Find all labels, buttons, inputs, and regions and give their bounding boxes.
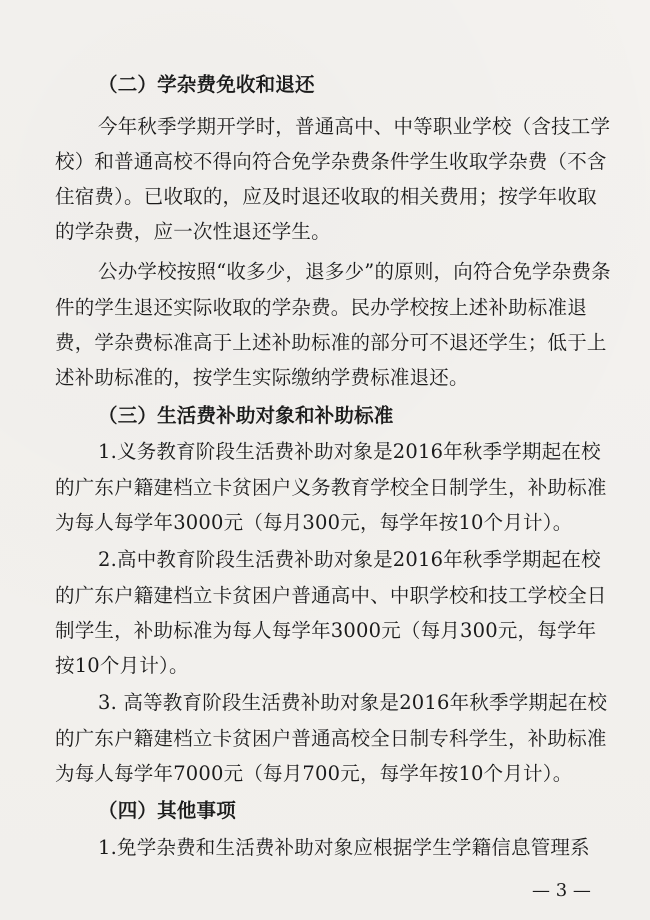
paragraph-line: 今年秋季学期开学时，普通高中、中等职业学校（含技工学	[98, 115, 611, 138]
paragraph-line: 件的学生退还实际收取的学杂费。民办学校按上述补助标准退	[55, 296, 587, 319]
paragraph-line: 费，学杂费标准高于上述补助标准的部分可不退还学生；低于上	[55, 331, 607, 354]
paragraph-line: 的广东户籍建档立卡贫困户普通高校全日制专科学生，补助标准	[55, 727, 607, 750]
section-heading-living-allowance: （三）生活费补助对象和补助标准	[98, 404, 394, 427]
paragraph-line: 3. 高等教育阶段生活费补助对象是2016年秋季学期起在校	[98, 691, 608, 714]
paragraph-line: 的广东户籍建档立卡贫困户普通高中、中职学校和技工学校全日	[55, 584, 607, 607]
paragraph-line: 制学生，补助标准为每人每学年3000元（每月300元，每学年	[55, 619, 597, 642]
paragraph-line: 为每人每学年7000元（每月700元，每学年按10个月计）。	[55, 762, 573, 785]
paragraph-line: 2.高中教育阶段生活费补助对象是2016年秋季学期起在校	[98, 548, 601, 571]
paragraph-line: 的广东户籍建档立卡贫困户义务教育学校全日制学生，补助标准	[55, 476, 607, 499]
paragraph-line: 住宿费）。已收取的，应及时退还收取的相关费用；按学年收取	[55, 185, 597, 208]
section-heading-fee-exemption: （二）学杂费免收和退还	[98, 73, 315, 96]
section-heading-other-matters: （四）其他事项	[98, 799, 236, 822]
paragraph-line: 的学杂费，应一次性退还学生。	[55, 220, 331, 243]
paragraph-line: 按10个月计）。	[55, 654, 189, 677]
paragraph-line: 为每人每学年3000元（每月300元，每学年按10个月计）。	[55, 511, 573, 534]
paragraph-line: 述补助标准的，按学生实际缴纳学费标准退还。	[55, 366, 469, 389]
paragraph-line: 1.义务教育阶段生活费补助对象是2016年秋季学期起在校	[98, 440, 601, 463]
paragraph-line: 校）和普通高校不得向符合免学杂费条件学生收取学杂费（不含	[55, 150, 607, 173]
paragraph-line: 公办学校按照“收多少，退多少”的原则，向符合免学杂费条	[98, 260, 611, 283]
paragraph-line: 1.免学杂费和生活费补助对象应根据学生学籍信息管理系	[98, 836, 590, 859]
page-number: — 3 —	[532, 880, 591, 901]
